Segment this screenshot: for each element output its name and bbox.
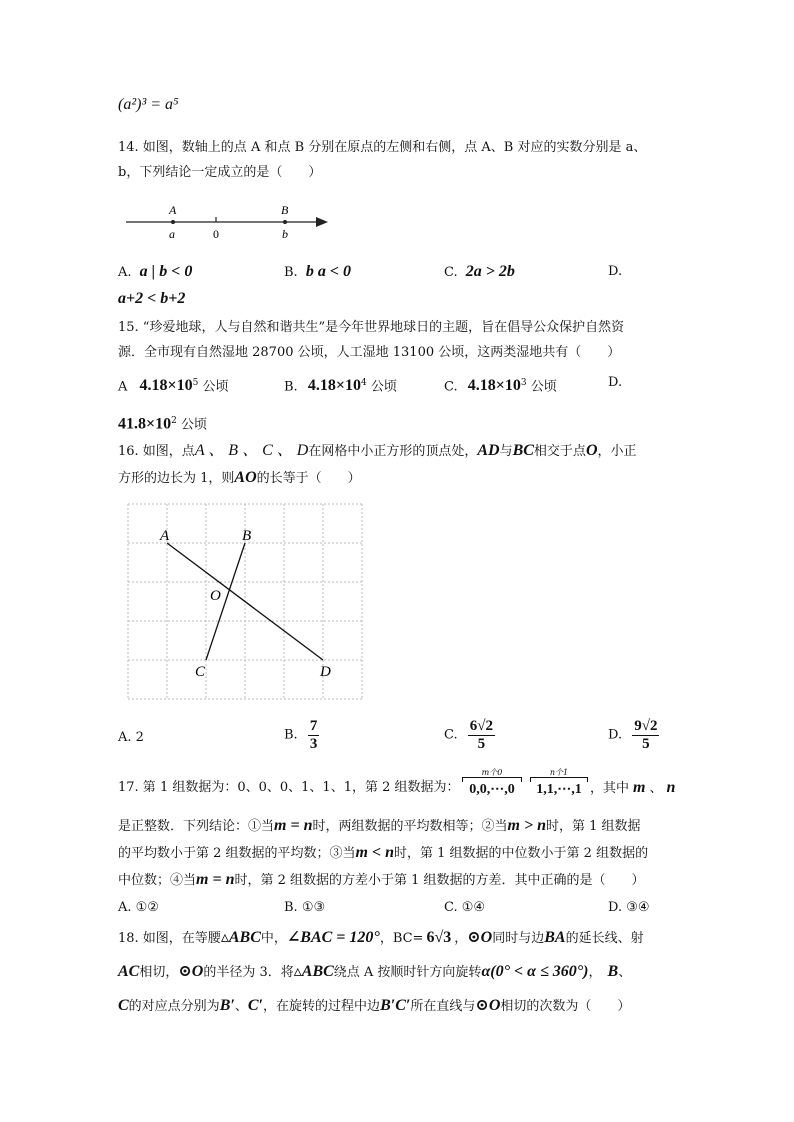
q18-text-m: 、 xyxy=(234,999,248,1014)
q16-points: A 、 B 、 C 、 D xyxy=(194,442,309,459)
q17-option-C[interactable]: C. ①④ xyxy=(444,900,486,915)
q17-cond3: m < n xyxy=(355,844,395,861)
q15-option-C-unit: 公顷 xyxy=(530,379,557,395)
grid-label-D: D xyxy=(320,664,331,680)
q16-option-B[interactable] xyxy=(284,718,319,753)
q16-option-C[interactable] xyxy=(444,718,495,753)
q17-text-c: 是正整数．下列结论：①当 xyxy=(118,819,275,834)
q16-text-a: 16. 如图，点 xyxy=(118,444,195,459)
q17-text-d: 时，两组数据的平均数相等；②当 xyxy=(312,819,508,834)
q15-option-A-base: 4.18×10 xyxy=(139,377,193,395)
q16-text-c: 与 xyxy=(499,444,513,459)
q15-option-A-exp: 5 xyxy=(192,378,199,388)
q18-text-p: 相切的次数为（ ） xyxy=(500,999,631,1014)
q17-text-g: 时，第 1 组数据的中位数小于第 2 组数据的 xyxy=(394,846,649,861)
grid-label-A: A xyxy=(160,528,170,544)
q16-text-g: 的长等于（ ） xyxy=(256,471,361,486)
q18-line3 xyxy=(118,996,630,1017)
q16-AO: AO xyxy=(234,469,257,486)
q17-text-i: 时，第 2 组数据的方差小于第 1 组数据的方差．其中正确的是（ ） xyxy=(234,873,645,888)
q18-text-d: ， xyxy=(454,931,468,946)
q18-C-prime: C′ xyxy=(247,997,264,1014)
axis-label-zero: 0 xyxy=(213,227,219,241)
q15-option-C-base: 4.18×10 xyxy=(467,377,521,395)
q18-circle: ⊙O xyxy=(467,929,493,946)
q18-circle-2: ⊙O xyxy=(178,963,204,980)
q18-triangle-2: ▵ABC xyxy=(293,963,334,980)
q16-option-D-fraction: $\frac{9√2}{5}$ xyxy=(634,718,658,752)
q16-line2 xyxy=(118,468,361,489)
q18-text-e: 同时与边 xyxy=(492,931,545,946)
q18-text-b: 中， xyxy=(260,931,287,946)
q14-option-C-expr: 2a > 2b xyxy=(465,263,515,280)
q17-group1-body: 0,0,⋯,0 xyxy=(469,782,515,797)
q16-text-f: 方形的边长为 1，则 xyxy=(118,471,235,486)
q16-option-D[interactable] xyxy=(608,718,659,753)
q14-line1: 14. 如图，数轴上的点 A 和点 B 分别在原点的左侧和右侧，点 A、B 对应的实数分别是 a、 xyxy=(118,140,647,155)
axis-label-b: b xyxy=(282,227,288,241)
q17-text-a: 17. 第 1 组数据为：0、0、0、1、1、1，第 2 组数据为： xyxy=(118,780,460,795)
q17-line1 xyxy=(118,778,460,798)
q15-line1: 15. “珍爱地球，人与自然和谐共生”是今年世界地球日的主题，旨在倡导公众保护自然资 xyxy=(118,320,625,335)
q17-line1-tail xyxy=(590,778,675,799)
q17-text-e: 时，第 1 组数据 xyxy=(545,819,641,834)
q15-option-A[interactable] xyxy=(118,373,229,397)
q14-option-C-label: C. xyxy=(444,265,458,280)
q18-B-prime: B′ xyxy=(219,997,235,1014)
q17-option-A[interactable]: A. ①② xyxy=(118,900,159,915)
q17-line3 xyxy=(118,843,648,864)
q18-line1 xyxy=(118,928,644,949)
q18-text-k: 、 xyxy=(618,965,632,980)
grid-label-B: B xyxy=(242,528,252,544)
q15-option-C[interactable] xyxy=(444,373,557,397)
q18-text-h: 的半径为 3．将 xyxy=(203,965,294,980)
axis-label-A: A xyxy=(169,203,177,217)
q17-n: n xyxy=(666,779,676,796)
q15-option-A-label: A xyxy=(118,379,128,395)
q14-option-D-label[interactable]: D. xyxy=(608,264,623,279)
q15-option-B-exp: 4 xyxy=(360,378,367,388)
q16-option-D-label: D. xyxy=(608,727,623,743)
q15-option-D-unit: 公顷 xyxy=(181,417,208,433)
q17-text-h: 中位数；④当 xyxy=(118,873,197,888)
q18-AC: AC xyxy=(118,963,140,980)
q15-option-A-unit: 公顷 xyxy=(202,379,229,395)
q14-option-B-expr: b a < 0 xyxy=(305,263,351,280)
q17-option-B[interactable]: B. ①③ xyxy=(284,900,326,915)
q15-option-B-unit: 公顷 xyxy=(370,379,397,395)
q15-option-D-exp: 2 xyxy=(171,416,177,426)
q14-option-A-expr: a | b < 0 xyxy=(139,263,193,280)
q16-option-C-fraction: $\frac{6√2}{5}$ xyxy=(469,718,493,752)
q14-option-D-expr[interactable]: a+2 < b+2 xyxy=(118,290,186,307)
q16-O: O xyxy=(585,442,598,459)
number-line-arrow xyxy=(316,217,328,227)
q17-text-f: 的平均数小于第 2 组数据的平均数；③当 xyxy=(118,846,356,861)
q17-option-D[interactable]: D. ③④ xyxy=(608,900,650,915)
q18-text-o: 所在直线与 xyxy=(410,999,476,1014)
q18-BA: BA xyxy=(544,929,566,946)
q14-option-B[interactable] xyxy=(284,262,351,283)
q15-line2: 源．全市现有自然湿地 28700 公顷，人工湿地 13100 公顷，这两类湿地共有（ ） xyxy=(118,345,621,360)
q17-group1-count: m个0 xyxy=(481,768,503,777)
q17-group2 xyxy=(530,768,588,798)
q16-text-b: 在网格中小正方形的顶点处， xyxy=(308,444,478,459)
q18-text-g: 相切， xyxy=(139,965,179,980)
q18-bc-value: 6√3 xyxy=(426,929,452,946)
q18-triangle: ▵ABC xyxy=(220,929,261,946)
q17-text-b: ，其中 xyxy=(590,781,630,796)
q14-line2: b，下列结论一定成立的是（ ） xyxy=(118,165,322,180)
q18-text-n: ，在旋转的过程中边 xyxy=(263,999,381,1014)
point-B-dot xyxy=(283,220,287,224)
q15-option-D-label[interactable]: D. xyxy=(608,375,623,390)
grid-label-C: C xyxy=(195,664,206,680)
q18-BpCp: B′C′ xyxy=(380,997,411,1014)
q15-option-B-label: B. xyxy=(284,379,298,395)
q15-option-B-base: 4.18×10 xyxy=(307,377,361,395)
q16-line1 xyxy=(118,441,637,462)
q15-option-D[interactable] xyxy=(118,411,207,435)
q16-option-B-label: B. xyxy=(284,727,298,743)
q16-text-d: 相交于点 xyxy=(533,444,586,459)
point-A-dot xyxy=(171,220,175,224)
q17-line4 xyxy=(118,870,645,891)
q18-text-i: 绕点 A 按顺时针方向旋转 xyxy=(333,965,482,980)
grid-figure xyxy=(126,502,366,702)
q15-option-C-exp: 3 xyxy=(520,378,527,388)
q18-text-a: 18. 如图，在等腰 xyxy=(118,931,221,946)
q16-option-C-label: C. xyxy=(444,727,458,743)
q17-group2-count: n个1 xyxy=(549,768,569,777)
q16-BC: BC xyxy=(512,442,534,459)
q18-C: C xyxy=(118,997,129,1014)
q18-circle-3: ⊙O xyxy=(475,997,501,1014)
q18-B: B xyxy=(607,963,619,980)
q16-option-B-fraction: $\frac{7}{3}$ xyxy=(309,718,318,752)
q18-text-c: ，BC= xyxy=(379,931,424,946)
q14-option-A[interactable] xyxy=(118,262,192,283)
q17-m: m xyxy=(633,779,646,796)
q17-group1 xyxy=(462,768,522,798)
grid-label-O: O xyxy=(210,588,221,604)
q13-formula: (a²)³ = a⁵ xyxy=(118,96,179,113)
q15-option-B[interactable] xyxy=(284,373,397,397)
q14-option-C[interactable] xyxy=(444,262,515,283)
q16-AD: AD xyxy=(477,442,500,459)
q17-group2-body: 1,1,⋯,1 xyxy=(536,782,582,797)
q17-cond4: m = n xyxy=(196,871,235,888)
q18-text-l: 的对应点分别为 xyxy=(128,999,220,1014)
q15-option-C-label: C. xyxy=(444,379,458,395)
axis-label-a: a xyxy=(169,227,175,241)
q17-cond2: m > n xyxy=(507,817,546,834)
q18-alpha: α(0° < α ≤ 360°) xyxy=(481,963,589,980)
q16-option-A[interactable]: A. 2 xyxy=(118,730,144,745)
q18-text-j: ， xyxy=(588,965,602,980)
number-line-figure xyxy=(118,200,338,245)
axis-label-B: B xyxy=(281,203,289,217)
q18-angle: ∠BAC = 120° xyxy=(286,929,380,946)
q18-text-f: 的延长线、射 xyxy=(565,931,644,946)
q17-sep: 、 xyxy=(649,781,663,796)
q18-line2 xyxy=(118,962,631,983)
q14-option-A-label: A. xyxy=(118,265,132,280)
q15-option-D-base: 41.8×10 xyxy=(118,415,172,433)
q14-option-B-label: B. xyxy=(284,265,298,280)
q17-line2 xyxy=(118,816,641,837)
q17-cond1: m = n xyxy=(274,817,313,834)
q16-text-e: ，小正 xyxy=(597,444,637,459)
